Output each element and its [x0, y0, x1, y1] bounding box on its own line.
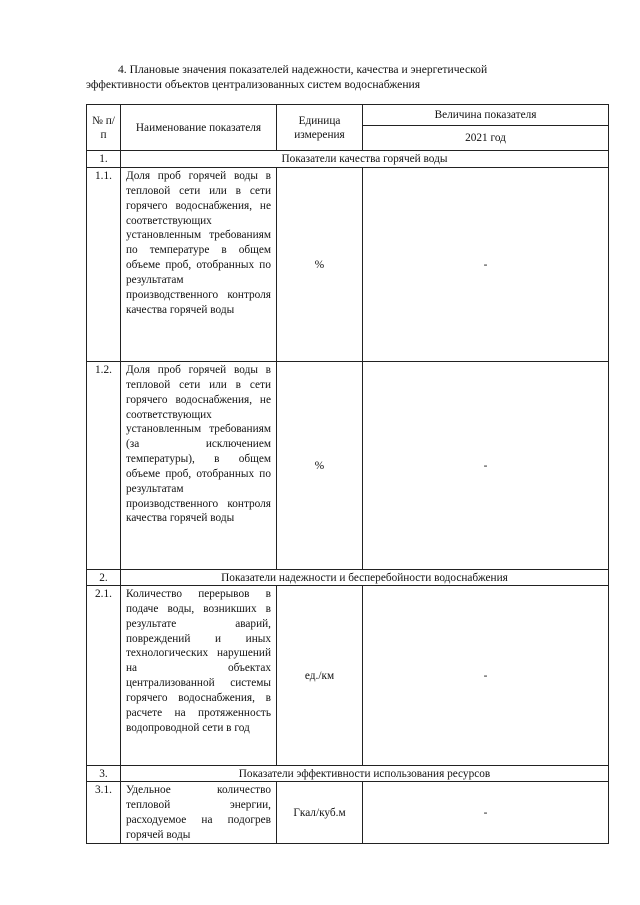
row-unit: Гкал/куб.м — [277, 782, 363, 844]
header-year: 2021 год — [363, 126, 609, 151]
section-row — [87, 766, 609, 782]
row-value: - — [363, 362, 609, 570]
table-row — [87, 168, 609, 362]
section-title: Показатели качества горячей воды — [121, 151, 609, 168]
header-unit: Единица измерения — [277, 105, 363, 151]
row-unit: % — [277, 362, 363, 570]
row-num: 1.2. — [87, 362, 121, 570]
section-title: Показатели эффективности использования ресурсов — [121, 766, 609, 782]
row-name: Количество перерывов в подаче воды, возникших в результате аварий, повреждений и иных технологических нарушений на объектах централизованной системы горячего водоснабжения, в расчете на протяженность водопроводной сети в год — [121, 586, 277, 766]
row-num: 1.1. — [87, 168, 121, 362]
heading-line-1: 4. Плановые значения показателей надежности, качества и энергетической — [118, 63, 488, 76]
header-name: Наименование показателя — [121, 105, 277, 151]
header-num: № п/п — [87, 105, 121, 151]
table-row — [87, 782, 609, 844]
section-num: 3. — [87, 766, 121, 782]
row-value: - — [363, 782, 609, 844]
heading-line-2: эффективности объектов централизованных систем водоснабжения — [86, 78, 421, 91]
row-unit: % — [277, 168, 363, 362]
section-num: 2. — [87, 570, 121, 586]
row-name: Доля проб горячей воды в тепловой сети или в сети горячего водоснабжения, не соответствующих установленным требованиям (за исключением температуры), в общем объеме проб, отобранных по результатам производственного контроля качества горячей воды — [121, 362, 277, 570]
section-row — [87, 151, 609, 168]
row-name: Удельное количество тепловой энергии, расходуемое на подогрев горячей воды — [121, 782, 277, 844]
row-num: 3.1. — [87, 782, 121, 844]
section-row — [87, 570, 609, 586]
table-header-row — [87, 105, 609, 126]
row-num: 2.1. — [87, 586, 121, 766]
row-unit: ед./км — [277, 586, 363, 766]
section-num: 1. — [87, 151, 121, 168]
table-row — [87, 586, 609, 766]
header-value: Величина показателя — [363, 105, 609, 126]
row-value: - — [363, 168, 609, 362]
table-row — [87, 362, 609, 570]
row-value: - — [363, 586, 609, 766]
section-title: Показатели надежности и бесперебойности водоснабжения — [121, 570, 609, 586]
row-name: Доля проб горячей воды в тепловой сети или в сети горячего водоснабжения, не соответствующих установленным требованиям по температуре в общем объеме проб, отобранных по результатам производственного контроля качества горячей воды — [121, 168, 277, 362]
indicators-table — [86, 104, 609, 844]
section-heading — [86, 62, 606, 92]
